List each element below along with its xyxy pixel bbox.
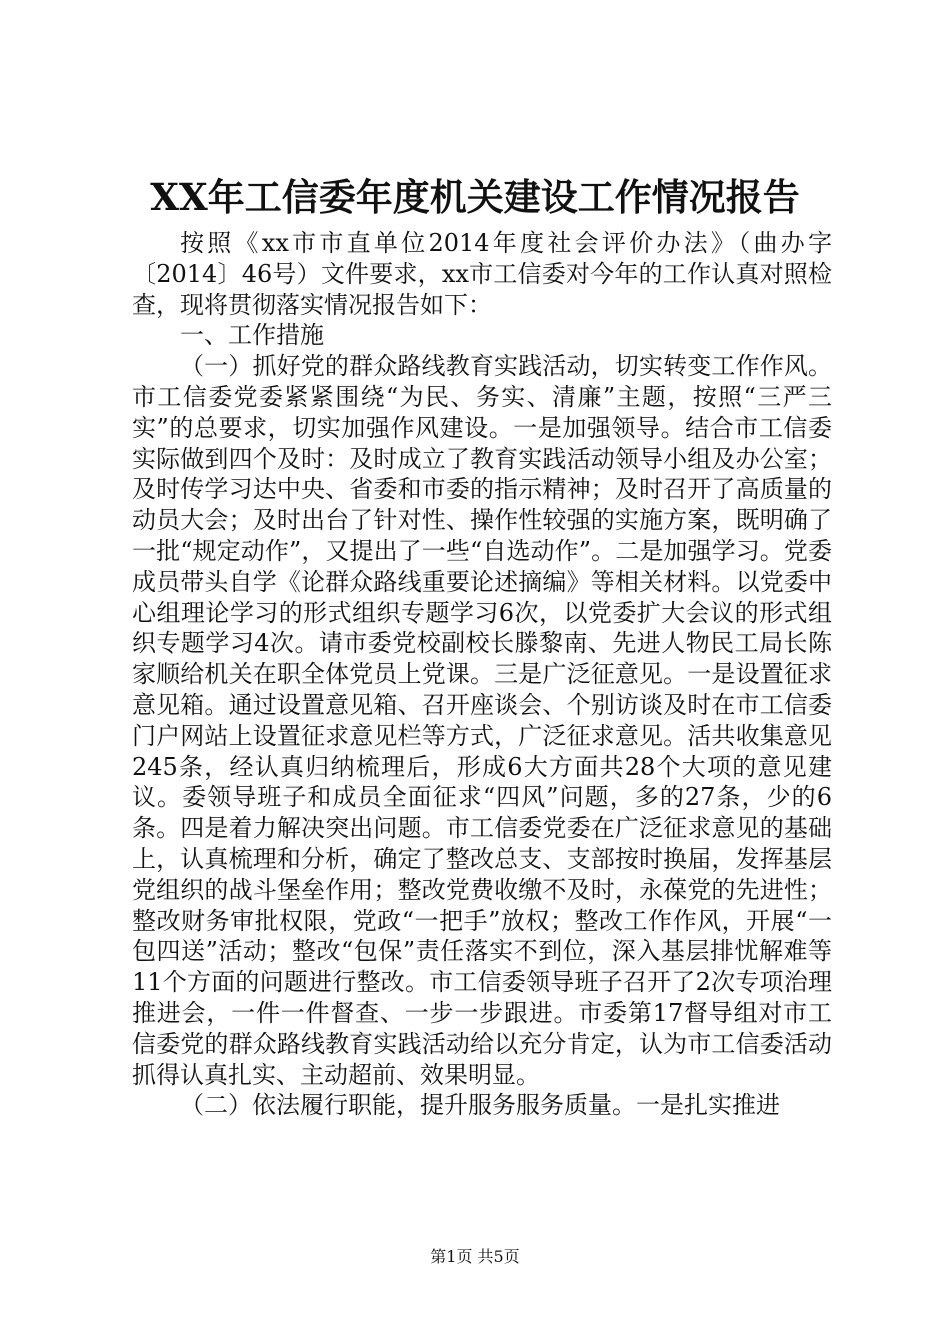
document-title: XX年工信委年度机关建设工作情况报告 (150, 175, 800, 219)
document-body (132, 228, 832, 1121)
page-footer: 第1页 共5页 (430, 1247, 520, 1266)
paragraph-intro: 按照《xx市市直单位2014年度社会评价办法》（曲办字〔2014〕46号）文件要求，xx市工信委对今年的工作认真对照检查，现将贯彻落实情况报告如下： (132, 229, 832, 319)
paragraph-perform-duties: （二）依法履行职能，提升服务服务质量。一是扎实推进 (180, 1091, 780, 1120)
paragraph-mass-line-campaign: （一）抓好党的群众路线教育实践活动，切实转变工作作风。市工信委党委紧紧围绕“为民、务实、清廉”主题，按照“三严三实”的总要求，切实加强作风建设。一是加强领导。结合市工信委实际做到四个及时：及时成立了教育实践活动领导小组及办公室；及时传学习达中央、省委和市委的指示精神；及时召开了高质量的动员大会；及时出台了针对性、操作性较强的实施方案，既明确了一批“规定动作”，又提出了一些“自选动作”。二是加强学习。党委成员带头自学《论群众路线重要论述摘编》等相关材料。以党委中心组理论学习的形式组织专题学习6次，以党委扩大会议的形式组织专题学习4次。请市委党校副校长滕黎南、先进人物民工局长陈家顺给机关在职全体党员上党课。三是广泛征意见。一是设置征求意见箱。通过设置意见箱、召开座谈会、个别访谈及时在市工信委门户网站上设置征求意见栏等方式，广泛征求意见。活共收集意见245条，经认真归纳梳理后，形成6大方面共28个大项的意见建议。委领导班子和成员全面征求“四风”问题，多的27条，少的6条。四是着力解决突出问题。市工信委党委在广泛征求意见的基础上，认真梳理和分析，确定了整改总支、支部按时换届，发挥基层党组织的战斗堡垒作用；整改党费收缴不及时，永葆党的先进性；整改财务审批权限，党政“一把手”放权；整改工作作风，开展“一包四送”活动；整改“包保”责任落实不到位，深入基层排忧解难等11个方面的问题进行整改。市工信委领导班子召开了2次专项治理推进会，一件一件督查、一步一步跟进。市委第17督导组对市工信委党的群众路线教育实践活动给以充分肯定，认为市工信委活动抓得认真扎实、主动超前、效果明显。 (132, 352, 832, 1089)
section-heading-work-measures: 一、工作措施 (180, 321, 324, 350)
